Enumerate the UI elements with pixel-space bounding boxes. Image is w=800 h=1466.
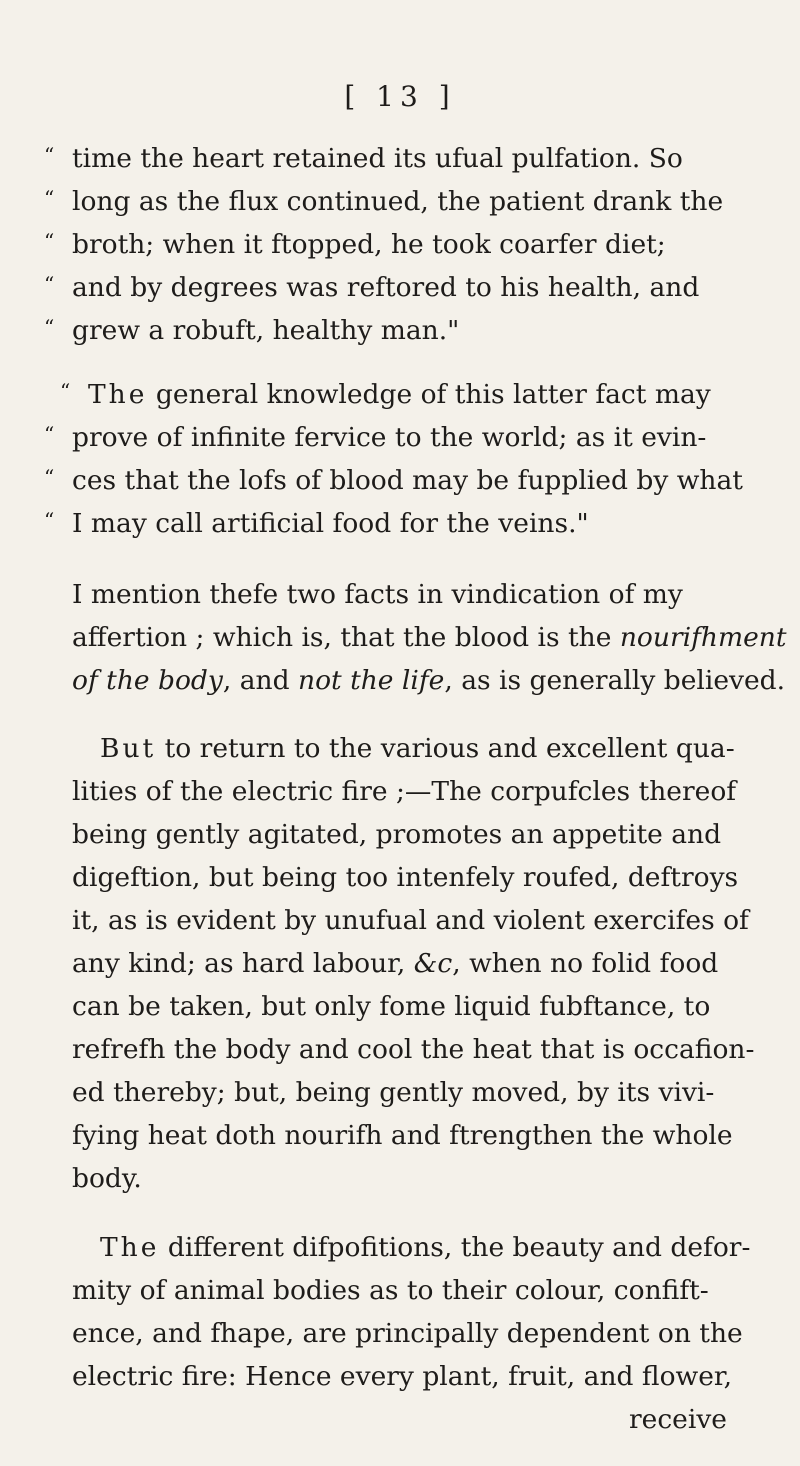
text-line: “ time the heart retained its ufual pulfation. So — [44, 143, 683, 174]
catchword: receive — [628, 1404, 727, 1435]
text-line: fying heat doth nourifh and ftrengthen the whole — [72, 1120, 733, 1151]
text-line: of the body, and not the life, as is generally believed. — [72, 665, 786, 696]
text-line: “ The general knowledge of this latter fact may — [60, 379, 711, 410]
text-line: it, as is evident by unufual and violent exercifes of — [72, 905, 749, 936]
text-line: “ and by degrees was reftored to his health, and — [44, 272, 700, 303]
text-line: can be taken, but only fome liquid fubftance, to — [72, 991, 711, 1022]
text-line: “ long as the flux continued, the patient drank the — [44, 186, 724, 217]
text-line: mity of animal bodies as to their colour, confift- — [72, 1275, 709, 1306]
text-line: But to return to the various and excellent qua- — [100, 733, 735, 764]
text-line: “ prove of infinite fervice to the world; as it evin- — [44, 422, 707, 453]
text-line: ence, and fhape, are principally dependent on the — [72, 1318, 743, 1349]
text-line: “ grew a robuft, healthy man." — [44, 315, 460, 346]
text-line: I mention thefe two facts in vindication of my — [72, 579, 683, 610]
text-line: digeftion, but being too intenfely roufed, deftroys — [72, 862, 739, 893]
text-line: lities of the electric fire ;—The corpufcles thereof — [72, 776, 737, 807]
text-line: refrefh the body and cool the heat that is occafion- — [72, 1034, 755, 1065]
text-line: any kind; as hard labour, &c, when no folid food — [72, 948, 719, 979]
text-line: ed thereby; but, being gently moved, by its vivi- — [72, 1077, 715, 1108]
text-line: “ ces that the lofs of blood may be fupplied by what — [44, 465, 743, 496]
text-line: electric fire: Hence every plant, fruit, and flower, — [72, 1361, 733, 1392]
text-line: affertion ; which is, that the blood is the nourifhment — [72, 622, 787, 653]
text-line: body. — [72, 1163, 142, 1194]
page-number: [ 13 ] — [344, 80, 456, 113]
text-line: The different difpofitions, the beauty and defor- — [100, 1232, 751, 1263]
text-line: being gently agitated, promotes an appetite and — [72, 819, 722, 850]
text-line: “ broth; when it ftopped, he took coarfer diet; — [44, 229, 666, 260]
text-line: “ I may call artificial food for the veins." — [44, 508, 589, 539]
